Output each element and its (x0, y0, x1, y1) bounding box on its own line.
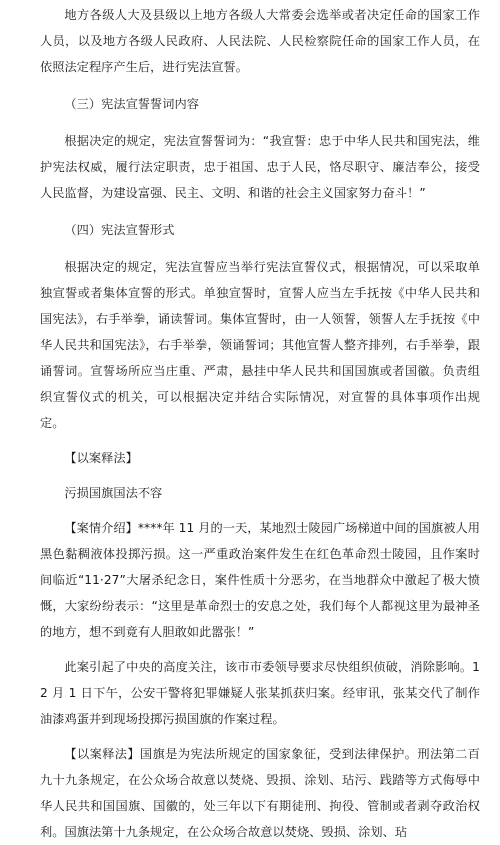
paragraph-case-investigation: 此案引起了中央的高度关注，该市市委领导要求尽快组织侦破，消除影响。12 月 1 日下午，公安干警将犯罪嫌疑人张某抓获归案。经审讯，张某交代了制作油漆鸡蛋并到现场投掷污损国旗的作案过程。 (40, 660, 480, 726)
paragraph-oath-procedure: 根据决定的规定，宪法宣誓应当举行宪法宣誓仪式，根据情况，可以采取单独宣誓或者集体宣誓的形式。单独宣誓时，宣誓人应当左手抚按《中华人民共和国宪法》，右手举拳，诵读誓词。集体宣誓时，由一人领誓，领誓人左手抚按《中华人民共和国宪法》，右手举拳，领诵誓词；其他宣誓人整齐排列，右手举拳，跟诵誓词。宣誓场所应当庄重、严肃，悬挂中华人民共和国国旗或者国徽。负责组织宣誓仪式的机关，可以根据决定并结合实际情况，对宣誓的具体事项作出规定。 (40, 260, 480, 430)
paragraph-local-officials-oath: 地方各级人大及县级以上地方各级人大常委会选举或者决定任命的国家工作人员，以及地方各级人民政府、人民法院、人民检察院任命的国家工作人员，在依照法定程序产生后，进行宪法宣誓。 (40, 8, 480, 74)
paragraph-case-introduction: 【案情介绍】****年 11 月的一天，某地烈士陵园广场梯道中间的国旗被人用黑色黏稠液体投掷污损。这一严重政治案件发生在红色革命烈士陵园，且作案时间临近“11·27”大屠杀纪念日，案件性质十分恶劣，在当地群众中激起了极大愤慨，大家纷纷表示：“这里是革命烈士的安息之处，我们每个人都视这里为最神圣的地方，想不到竟有人胆敢如此嚣张！” (40, 521, 480, 639)
section-heading-oath-form: （四）宪法宣誓形式 (64, 223, 175, 237)
document-page (40, 2, 480, 845)
section-heading-oath-content: （三）宪法宣誓誓词内容 (64, 97, 200, 111)
paragraph-case-legal-analysis: 【以案释法】国旗是为宪法所规定的国家象征，受到法律保护。刑法第二百九十九条规定，在公众场合故意以焚烧、毁损、涂划、玷污、践踏等方式侮辱中华人民共和国国旗、国徽的，处三年以下有期徒刑、拘役、管制或者剥夺政治权利。国旗法第十九条规定，在公众场合故意以焚烧、毁损、涂划、玷 (40, 747, 480, 839)
case-title: 污损国旗国法不容 (64, 486, 163, 500)
paragraph-oath-text: 根据决定的规定，宪法宣誓誓词为：“我宣誓：忠于中华人民共和国宪法，维护宪法权威，履行法定职责，忠于祖国、忠于人民，恪尽职守、廉洁奉公，接受人民监督，为建设富强、民主、文明、和谐的社会主义国家努力奋斗！” (40, 134, 480, 200)
section-heading-case-study: 【以案释法】 (64, 451, 138, 465)
